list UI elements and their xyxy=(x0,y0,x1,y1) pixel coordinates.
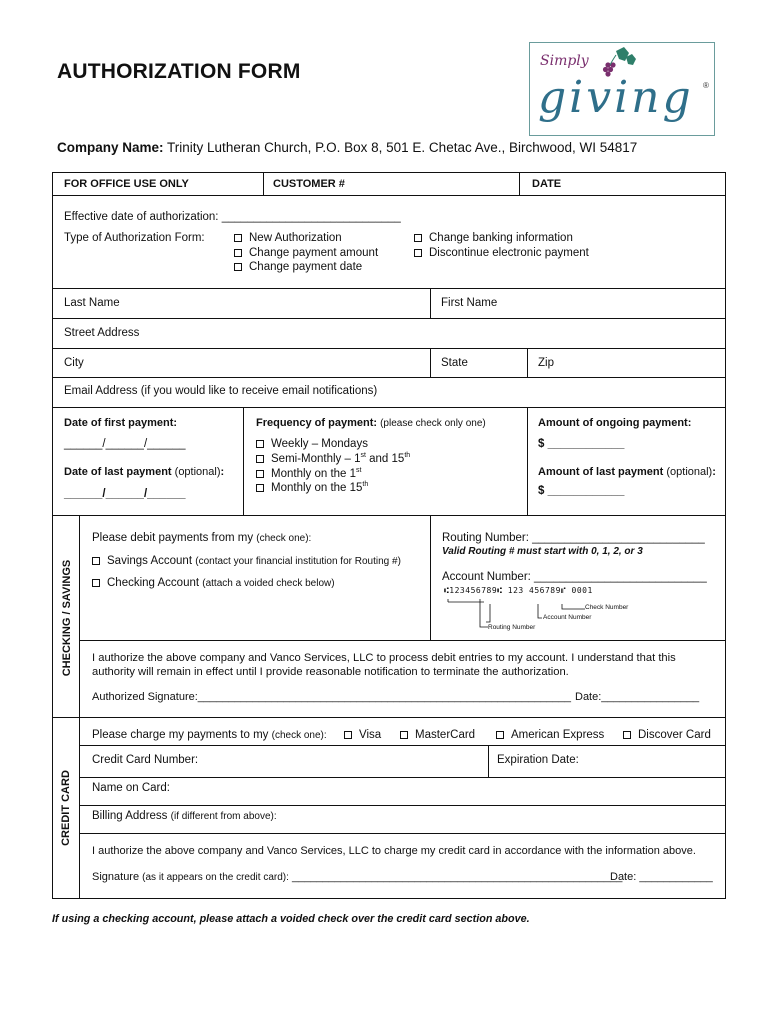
checkbox-icon xyxy=(496,731,504,739)
checkbox-icon xyxy=(92,579,100,587)
checkbox-icon xyxy=(92,557,100,565)
checking-account-option[interactable]: Checking Account (attach a voided check below) xyxy=(92,577,335,589)
city-field[interactable]: City xyxy=(64,357,84,369)
card-option-mastercard[interactable]: MasterCard xyxy=(400,729,475,741)
authorized-date-field[interactable]: Date:________________ xyxy=(575,691,700,703)
ongoing-amount-label: Amount of ongoing payment: xyxy=(538,417,692,429)
debit-authorization-text-1: I authorize the above company and Vanco Services, LLC to process debit entries to my account. I understand that this xyxy=(92,652,676,664)
checkbox-icon xyxy=(234,249,242,257)
credit-card-side-label: CREDIT CARD xyxy=(60,770,72,846)
logo-registered-mark: ® xyxy=(703,81,709,90)
credit-authorization-text: I authorize the above company and Vanco Services, LLC to charge my credit card in accordance with the information above. xyxy=(92,845,696,857)
checkbox-icon xyxy=(256,455,264,463)
auth-option-discontinue[interactable]: Discontinue electronic payment xyxy=(414,247,589,259)
auth-option-change-banking[interactable]: Change banking information xyxy=(414,232,573,244)
checkbox-icon xyxy=(623,731,631,739)
last-amount-label: Amount of last payment (optional): xyxy=(538,466,716,478)
routing-number-field[interactable]: Routing Number: ___________________________ xyxy=(442,532,705,544)
account-number-small-label: Account Number xyxy=(543,614,592,621)
routing-number-note: Valid Routing # must start with 0, 1, 2, or 3 xyxy=(442,546,643,557)
account-number-field[interactable]: Account Number: ___________________________ xyxy=(442,571,707,583)
debit-label: Please debit payments from my (check one): xyxy=(92,532,312,544)
email-field[interactable]: Email Address (if you would like to receive email notifications) xyxy=(64,385,378,397)
checkbox-icon xyxy=(414,234,422,242)
checkbox-icon xyxy=(256,484,264,492)
first-payment-date-field[interactable]: ______/______/______ xyxy=(64,438,186,450)
checkbox-icon xyxy=(234,234,242,242)
checkbox-icon xyxy=(400,731,408,739)
footer-note: If using a checking account, please attach a voided check over the credit card section above. xyxy=(52,913,530,925)
effective-date-field[interactable]: Effective date of authorization: ____________________________ xyxy=(64,211,401,223)
freq-monthly-1st[interactable]: Monthly on the 1st xyxy=(256,467,361,480)
card-option-amex[interactable]: American Express xyxy=(496,729,604,741)
billing-address-field[interactable]: Billing Address (if different from above): xyxy=(92,810,277,822)
company-name-label: Company Name: xyxy=(57,140,164,155)
credit-card-number-field[interactable]: Credit Card Number: xyxy=(92,754,199,766)
checkbox-icon xyxy=(414,249,422,257)
debit-authorization-text-2: authority will remain in effect until I provide reasonable notification to terminate the authorization. xyxy=(92,666,569,678)
checking-savings-side-label: CHECKING / SAVINGS xyxy=(61,559,73,677)
company-name-line xyxy=(57,140,637,155)
freq-semi-monthly[interactable]: Semi-Monthly – 1st and 15th xyxy=(256,452,410,465)
office-use-only-label: FOR OFFICE USE ONLY xyxy=(64,178,189,190)
street-address-field[interactable]: Street Address xyxy=(64,327,140,339)
card-option-visa[interactable]: Visa xyxy=(344,729,381,741)
form-title: AUTHORIZATION FORM xyxy=(57,60,301,83)
company-name-value: Trinity Lutheran Church, P.O. Box 8, 501 E. Chetac Ave., Birchwood, WI 54817 xyxy=(167,140,638,155)
auth-option-change-amount[interactable]: Change payment amount xyxy=(234,247,378,259)
state-field[interactable]: State xyxy=(441,357,468,369)
savings-account-option[interactable]: Savings Account (contact your financial institution for Routing #) xyxy=(92,555,401,567)
last-payment-date-field[interactable]: ______/______/______ xyxy=(64,488,186,500)
check-number-label: Check Number xyxy=(585,604,629,611)
simply-giving-logo xyxy=(529,42,715,136)
checkbox-icon xyxy=(256,470,264,478)
expiration-date-field[interactable]: Expiration Date: xyxy=(497,754,579,766)
frequency-label: Frequency of payment: (please check only one) xyxy=(256,417,486,429)
routing-number-small-label: Routing Number xyxy=(488,624,536,631)
freq-monthly-15th[interactable]: Monthly on the 15th xyxy=(256,481,368,494)
auth-option-change-date[interactable]: Change payment date xyxy=(234,261,362,273)
first-name-field[interactable]: First Name xyxy=(441,297,498,309)
freq-weekly[interactable]: Weekly – Mondays xyxy=(256,438,368,450)
logo-giving-text: giving xyxy=(538,72,694,123)
office-date-label: DATE xyxy=(532,178,562,190)
card-date-field[interactable]: Date: ____________ xyxy=(610,871,713,883)
checkbox-icon xyxy=(256,440,264,448)
authorized-signature-field[interactable]: Authorized Signature:_____________________________________________________________ xyxy=(92,691,571,703)
zip-field[interactable]: Zip xyxy=(538,357,554,369)
auth-option-new[interactable]: New Authorization xyxy=(234,232,342,244)
card-option-discover[interactable]: Discover Card xyxy=(623,729,711,741)
authorization-type-label: Type of Authorization Form: xyxy=(64,232,205,244)
micr-line: ⑆123456789⑆ 123 456789⑈ 0001 xyxy=(444,586,593,595)
card-signature-field[interactable]: Signature (as it appears on the credit card): ______________________________________________________ xyxy=(92,871,623,883)
ongoing-amount-field[interactable]: $ ____________ xyxy=(538,438,625,450)
customer-number-label: CUSTOMER # xyxy=(273,178,345,190)
last-amount-field[interactable]: $ ____________ xyxy=(538,485,625,497)
name-on-card-field[interactable]: Name on Card: xyxy=(92,782,170,794)
checkbox-icon xyxy=(344,731,352,739)
logo-simply-text: Simply xyxy=(540,53,589,69)
checkbox-icon xyxy=(234,263,242,271)
last-name-field[interactable]: Last Name xyxy=(64,297,120,309)
charge-label: Please charge my payments to my (check one): xyxy=(92,729,327,741)
last-payment-label: Date of last payment (optional): xyxy=(64,466,225,478)
first-payment-label: Date of first payment: xyxy=(64,417,178,429)
